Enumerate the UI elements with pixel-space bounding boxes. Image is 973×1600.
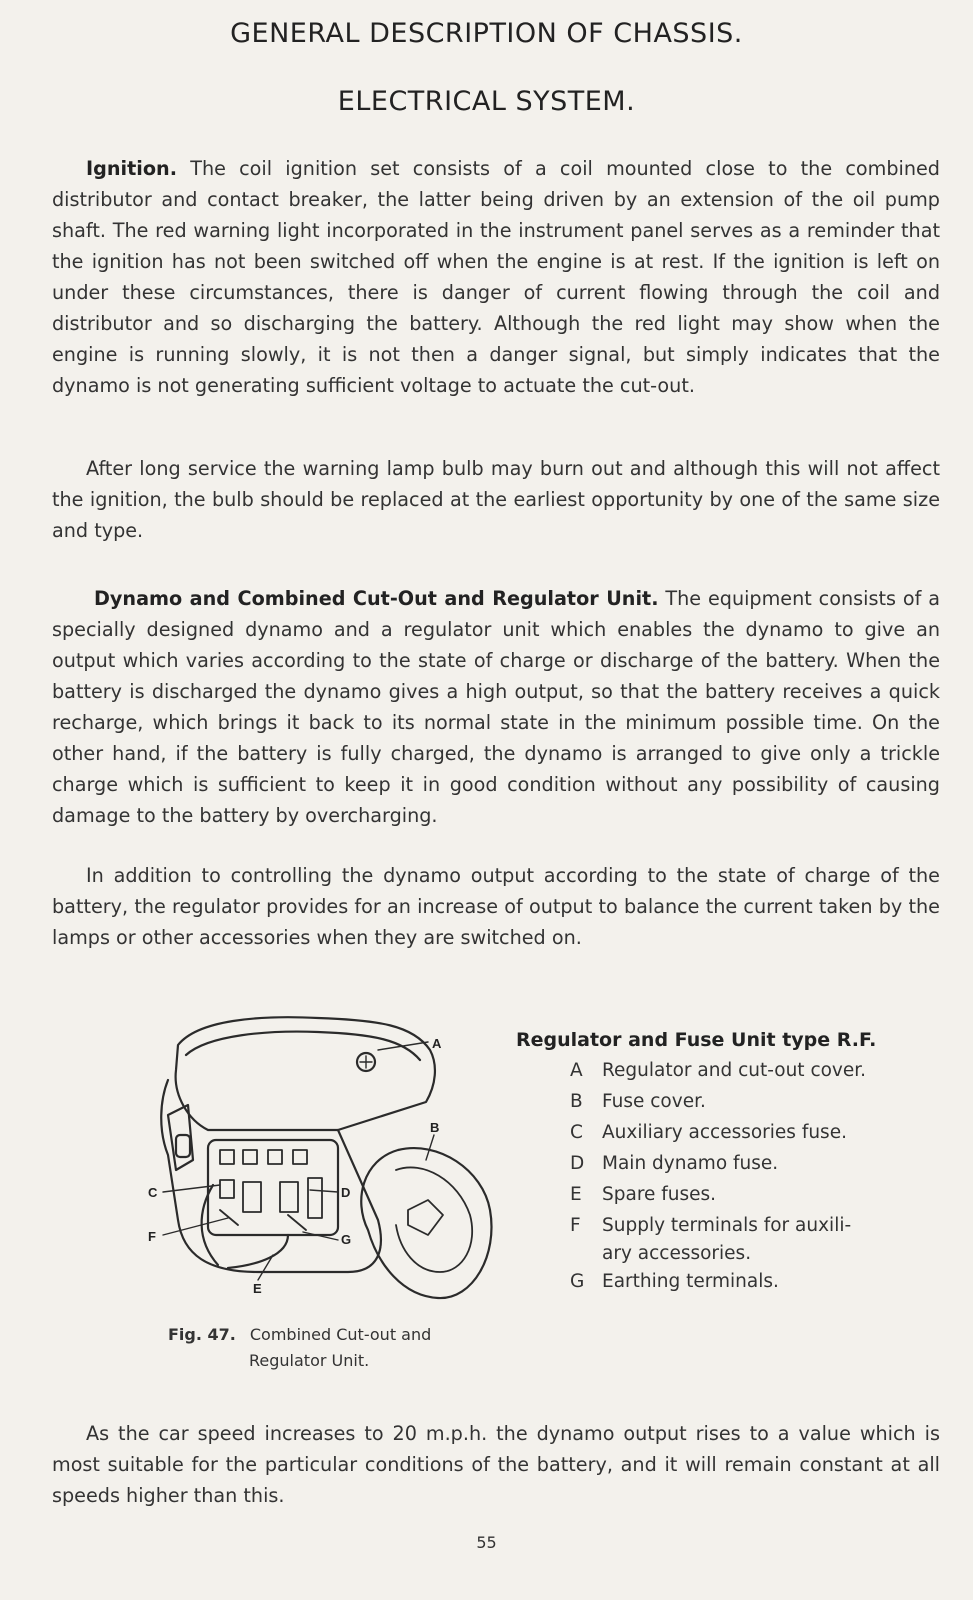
label-e: E (253, 1281, 262, 1296)
lead-wire (202, 1185, 218, 1265)
legend-key: G (570, 1271, 585, 1292)
legend-item (516, 1148, 916, 1179)
ignition-paragraph (52, 153, 940, 401)
dynamo-heading: Dynamo and Combined Cut-Out and Regulator Unit. (94, 587, 659, 610)
regulator-text: In addition to controlling the dynamo output according to the state of charge of the battery, the regulator provides for an increase of output to balance the current taken by the lamps or other accessories when they are switched on. (52, 864, 940, 949)
regulator-paragraph (52, 860, 940, 953)
cover-outline (176, 1017, 435, 1130)
legend-text-continued: ary accessories. (602, 1243, 752, 1264)
fuse-c (243, 1182, 261, 1212)
label-a: A (432, 1036, 442, 1051)
legend-text: Spare fuses. (602, 1184, 717, 1205)
legend-key: E (570, 1184, 582, 1205)
speed-paragraph (52, 1418, 940, 1511)
legend-item (516, 1086, 916, 1117)
figure-caption-line2: Regulator Unit. (249, 1351, 370, 1370)
cover-rim (186, 1032, 420, 1060)
legend-key: C (570, 1122, 583, 1143)
ignition-text: The coil ignition set consists of a coil mounted close to the combined distributor and contact breaker, the latter being driven by an extension of the oil pump shaft. The red warning light incorporated in the instrument panel serves as a reminder that the ignition has not been switched off when the engine is at rest. If the ignition is left on under these circumstances, there is danger of current flowing through the coil and distributor and so discharging the battery. Although the red light may show when the engine is running slowly, it is not then a danger signal, but simply indicates that the dynamo is not generating sufficient voltage to actuate the cut-out. (52, 157, 940, 397)
ignition-heading: Ignition. (86, 157, 177, 180)
speed-text: As the car speed increases to 20 m.p.h. the dynamo output rises to a value which is most suitable for the particular conditions of the battery, and it will remain constant at all speeds higher than this. (52, 1422, 940, 1507)
label-c: C (148, 1185, 158, 1200)
legend-text: Regulator and cut-out cover. (602, 1060, 867, 1081)
legend-list (516, 1055, 916, 1297)
legend-item (516, 1055, 916, 1086)
legend-key: A (570, 1060, 583, 1081)
dynamo-text: The equipment consists of a specially designed dynamo and a regulator unit which enables the dynamo to give an output which varies according to the state of charge or discharge of the battery. When the battery is discharged the dynamo gives a high output, so that the battery receives a quick recharge, which brings it back to its normal state in the minimum possible time. On the other hand, if the battery is fully charged, the dynamo is arranged to give only a trickle charge which is sufficient to keep it in good condition without any possibility of causing damage to the battery by overcharging. (52, 587, 940, 827)
legend-text: Auxiliary accessories fuse. (602, 1122, 847, 1143)
figure-legend (516, 1025, 916, 1297)
page-title: GENERAL DESCRIPTION OF CHASSIS. (230, 18, 743, 49)
regulator-unit-illustration (138, 1010, 510, 1310)
terminal-block (208, 1140, 338, 1235)
dynamo-paragraph (52, 583, 940, 831)
label-f: F (148, 1229, 156, 1244)
legend-item (516, 1117, 916, 1148)
legend-text: Earthing terminals. (602, 1271, 779, 1292)
label-d: D (341, 1185, 351, 1200)
figure-caption-line1: Combined Cut-out and (249, 1325, 432, 1344)
warning-lamp-paragraph (52, 453, 940, 546)
legend-text: Supply terminals for auxili- (602, 1215, 852, 1236)
figure-caption (168, 1322, 488, 1374)
warning-lamp-text: After long service the warning lamp bulb may burn out and although this will not affect the ignition, the bulb should be replaced at the earliest opportunity by one of the same size and type. (52, 457, 940, 542)
legend-item (516, 1179, 916, 1210)
legend-key: D (570, 1153, 585, 1174)
label-b: B (430, 1120, 440, 1135)
section-title: ELECTRICAL SYSTEM. (337, 86, 636, 117)
legend-text: Main dynamo fuse. (602, 1153, 779, 1174)
figure-number: Fig. 47. (168, 1325, 236, 1344)
legend-item (516, 1210, 916, 1266)
label-g: G (341, 1232, 352, 1247)
legend-item (516, 1266, 916, 1297)
fuse-d (280, 1182, 298, 1212)
legend-key: B (570, 1091, 583, 1112)
legend-text: Fuse cover. (602, 1091, 706, 1112)
legend-title: Regulator and Fuse Unit type R.F. (516, 1029, 877, 1051)
legend-key: F (570, 1215, 581, 1236)
page-number: 55 (476, 1533, 497, 1552)
